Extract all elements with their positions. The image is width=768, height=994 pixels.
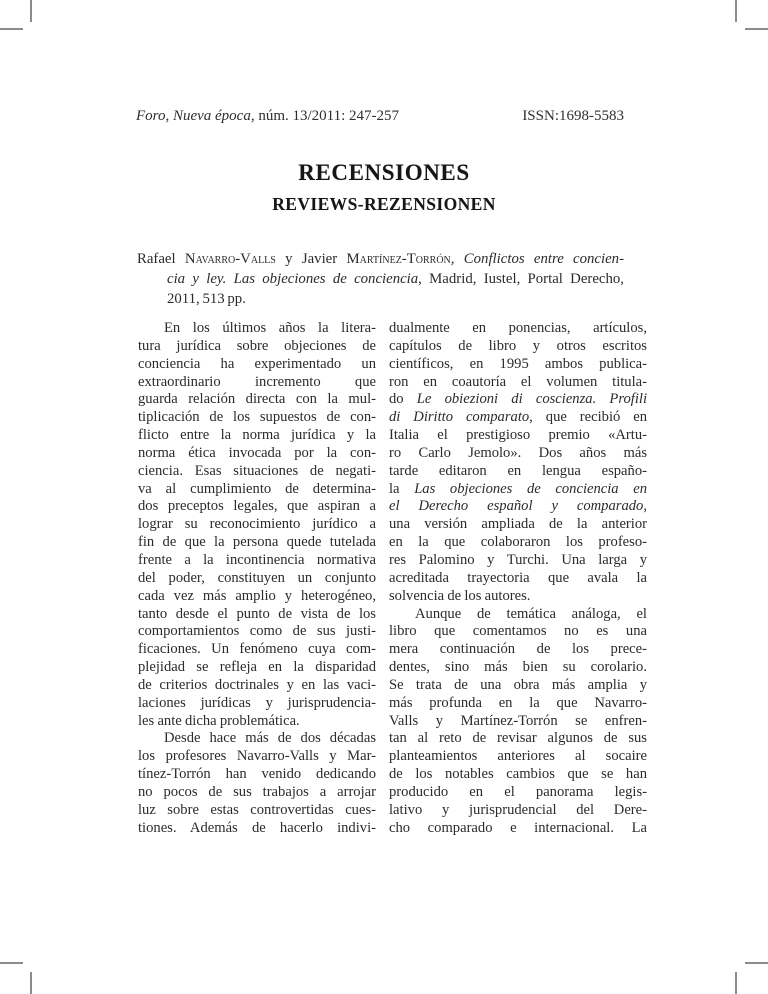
text-line: [138, 498, 376, 516]
text-line: [389, 391, 647, 409]
text-run: Valls y Martínez-Torrón se enfren-: [389, 712, 647, 729]
issue-reference: núm. 13/2011: 247-257: [254, 108, 400, 124]
text-run: planteamientos anteriores al socaire: [389, 748, 647, 765]
text-line: [138, 338, 376, 356]
text-run: En los últimos años la litera-: [164, 320, 376, 336]
text-line: [138, 606, 376, 624]
crop-mark-bottom-left-vertical: [30, 972, 32, 994]
text-run: norma ética invocada por la con-: [138, 444, 376, 461]
text-line: [389, 784, 647, 802]
text-run: acreditada trayectoria que avala la: [389, 569, 647, 586]
text-line: [138, 659, 376, 677]
text-line: [389, 481, 647, 499]
text-run: les ante dicha problemática.: [138, 712, 300, 729]
text-run: científicos, en 1995 ambos publica-: [389, 355, 647, 372]
text-line: [389, 659, 647, 677]
text-line: [138, 695, 376, 713]
text-run: Navarro-Valls: [184, 251, 276, 267]
text-line: [138, 713, 376, 731]
text-run: conciencia ha experimentado un: [138, 355, 376, 372]
text-line: [138, 463, 376, 481]
text-line: [138, 623, 376, 641]
text-run: fin de que la persona quede tutelada: [138, 534, 376, 551]
text-line: [389, 463, 647, 481]
text-line: [389, 766, 647, 784]
text-line: [389, 588, 647, 606]
text-run: Las objeciones de conciencia en: [414, 480, 648, 497]
text-line: [137, 249, 624, 269]
text-line: [389, 748, 647, 766]
text-line: [138, 516, 376, 534]
text-line: [389, 445, 647, 463]
text-run: cia y ley. Las objeciones de conciencia,: [167, 271, 422, 287]
text-line: [389, 802, 647, 820]
text-run: una versión ampliada de la anterior: [389, 516, 647, 533]
crop-mark-top-right-vertical: [735, 0, 737, 22]
text-line: [389, 338, 647, 356]
text-run: ,: [450, 251, 464, 267]
book-citation: [137, 249, 624, 309]
text-run: do: [389, 391, 417, 408]
text-line: [138, 445, 376, 463]
text-run: mera continuación de los prece-: [389, 641, 647, 658]
text-run: ron en coautoría el volumen titula-: [389, 373, 647, 390]
text-run: cada vez más amplio y heterogéneo,: [138, 587, 376, 604]
body-right-column: [389, 320, 647, 837]
text-run: Desde hace más de dos décadas: [164, 730, 376, 747]
text-line: [389, 498, 647, 516]
text-line: [138, 802, 376, 820]
text-line: [138, 730, 376, 748]
text-run: 2011, 513 pp.: [167, 291, 246, 307]
text-run: libro que comentamos no es una: [389, 623, 647, 640]
text-line: [138, 427, 376, 445]
crop-mark-bottom-left-horizontal: [0, 962, 23, 964]
text-line: [389, 606, 647, 624]
text-run: di Diritto comparato,: [389, 409, 533, 426]
text-run: del poder, constituyen un conjunto: [138, 569, 376, 586]
crop-mark-bottom-right-vertical: [735, 972, 737, 994]
text-run: tarde editaron en lengua españo-: [389, 462, 647, 479]
crop-mark-top-right-horizontal: [745, 28, 768, 30]
text-line: [138, 570, 376, 588]
text-line: [389, 623, 647, 641]
text-line: [389, 641, 647, 659]
text-run: de criterios doctrinales y en las vaci-: [138, 676, 376, 693]
text-line: [389, 730, 647, 748]
text-run: plejidad se refleja en la disparidad: [138, 659, 376, 676]
text-line: [138, 391, 376, 409]
text-run: y Javier: [275, 251, 347, 267]
text-run: ficaciones. Un fenómeno cuya com-: [138, 641, 376, 658]
text-line: [138, 320, 376, 338]
text-run: capítulos de libro y otros escritos: [389, 337, 647, 354]
text-run: luz sobre estas controvertidas cues-: [138, 801, 376, 818]
journal-name: Foro, Nueva época,: [136, 108, 255, 124]
text-run: en la que colaboraron los profeso-: [389, 534, 647, 551]
text-run: Le obiezioni di coscienza. Profili: [416, 391, 647, 408]
text-line: [389, 552, 647, 570]
text-run: no pocos de sus trabajos a arrojar: [138, 783, 376, 800]
crop-mark-top-left-vertical: [30, 0, 32, 22]
crop-mark-top-left-horizontal: [0, 28, 23, 30]
text-run: Se trata de una obra más amplia y: [389, 676, 647, 693]
text-line: [389, 820, 647, 838]
text-run: flicto entre la norma jurídica y la: [138, 427, 376, 444]
text-run: la: [389, 480, 415, 497]
text-line: [389, 534, 647, 552]
text-run: Italia el prestigioso premio «Artu-: [389, 427, 647, 444]
text-line: [389, 374, 647, 392]
review-body: [138, 320, 647, 837]
text-run: res Palomino y Turchi. Una larga y: [389, 551, 647, 568]
text-line: [138, 552, 376, 570]
text-run: que recibió en: [532, 409, 648, 426]
text-run: laciones jurídicas y jurisprudencia-: [138, 694, 376, 711]
text-run: Martínez-Torrón: [346, 251, 451, 267]
text-line: [138, 677, 376, 695]
text-run: frente a la incontinencia normativa: [138, 551, 376, 568]
text-line: [389, 356, 647, 374]
text-line: [138, 588, 376, 606]
text-line: [138, 481, 376, 499]
body-left-column: [138, 320, 376, 837]
text-run: dentes, sino más bien su corolario.: [389, 659, 647, 676]
text-line: [389, 713, 647, 731]
text-run: tínez-Torrón han venido dedicando: [138, 766, 376, 783]
text-run: dualmente en ponencias, artículos,: [389, 320, 647, 336]
text-line: [138, 784, 376, 802]
text-run: ciencia. Esas situaciones de negati-: [138, 462, 376, 479]
text-run: Rafael: [137, 251, 185, 267]
journal-reference: [136, 108, 399, 125]
text-line: [138, 356, 376, 374]
text-line: [138, 748, 376, 766]
text-line: [137, 269, 624, 289]
text-run: los profesores Navarro-Valls y Mar-: [138, 748, 376, 765]
text-run: lograr su reconocimiento jurídico a: [138, 516, 376, 533]
text-run: más profunda en la que Navarro-: [389, 694, 647, 711]
text-run: comportamientos como de sus justi-: [138, 623, 376, 640]
text-run: dos preceptos legales, que aspiran a: [138, 498, 376, 515]
text-run: tura jurídica sobre objeciones de: [138, 337, 376, 354]
text-run: tanto desde el punto de vista de los: [138, 605, 376, 622]
text-run: cho comparado e internacional. La: [389, 819, 647, 836]
issn-number: ISSN:1698-5583: [522, 108, 624, 124]
text-line: [137, 289, 624, 309]
text-run: extraordinario incremento que: [138, 373, 376, 390]
text-line: [389, 320, 647, 338]
crop-mark-bottom-right-horizontal: [745, 962, 768, 964]
text-run: va al cumplimiento de determina-: [138, 480, 376, 497]
text-line: [389, 677, 647, 695]
section-subtitle: REVIEWS-REZENSIONEN: [272, 194, 496, 214]
text-line: [389, 427, 647, 445]
text-line: [389, 516, 647, 534]
text-line: [138, 820, 376, 838]
text-line: [389, 570, 647, 588]
section-title: RECENSIONES: [298, 160, 470, 185]
text-run: tiones. Además de hacerlo indivi-: [138, 819, 376, 836]
text-run: ro Carlo Jemolo». Dos años más: [389, 444, 647, 461]
text-line: [138, 534, 376, 552]
text-run: lativo y jurisprudencial del Dere-: [389, 801, 647, 818]
text-run: de los notables cambios que se han: [389, 766, 647, 783]
text-run: Aunque de temática análoga, el: [415, 605, 647, 622]
text-run: tiplicación de los supuestos de con-: [138, 409, 376, 426]
text-line: [138, 766, 376, 784]
text-run: solvencia de los autores.: [389, 587, 531, 604]
running-head: [136, 108, 624, 125]
text-run: el Derecho español y comparado,: [389, 498, 647, 515]
text-line: [138, 641, 376, 659]
text-run: guarda relación directa con la mul-: [138, 391, 376, 408]
text-run: producido en el panorama legis-: [389, 783, 647, 800]
text-run: Madrid, Iustel, Portal Derecho,: [421, 271, 624, 287]
text-line: [138, 374, 376, 392]
text-line: [138, 409, 376, 427]
text-line: [389, 409, 647, 427]
text-run: Conflictos entre concien-: [463, 251, 624, 267]
text-run: tan al reto de revisar algunos de sus: [389, 730, 647, 747]
text-line: [389, 695, 647, 713]
